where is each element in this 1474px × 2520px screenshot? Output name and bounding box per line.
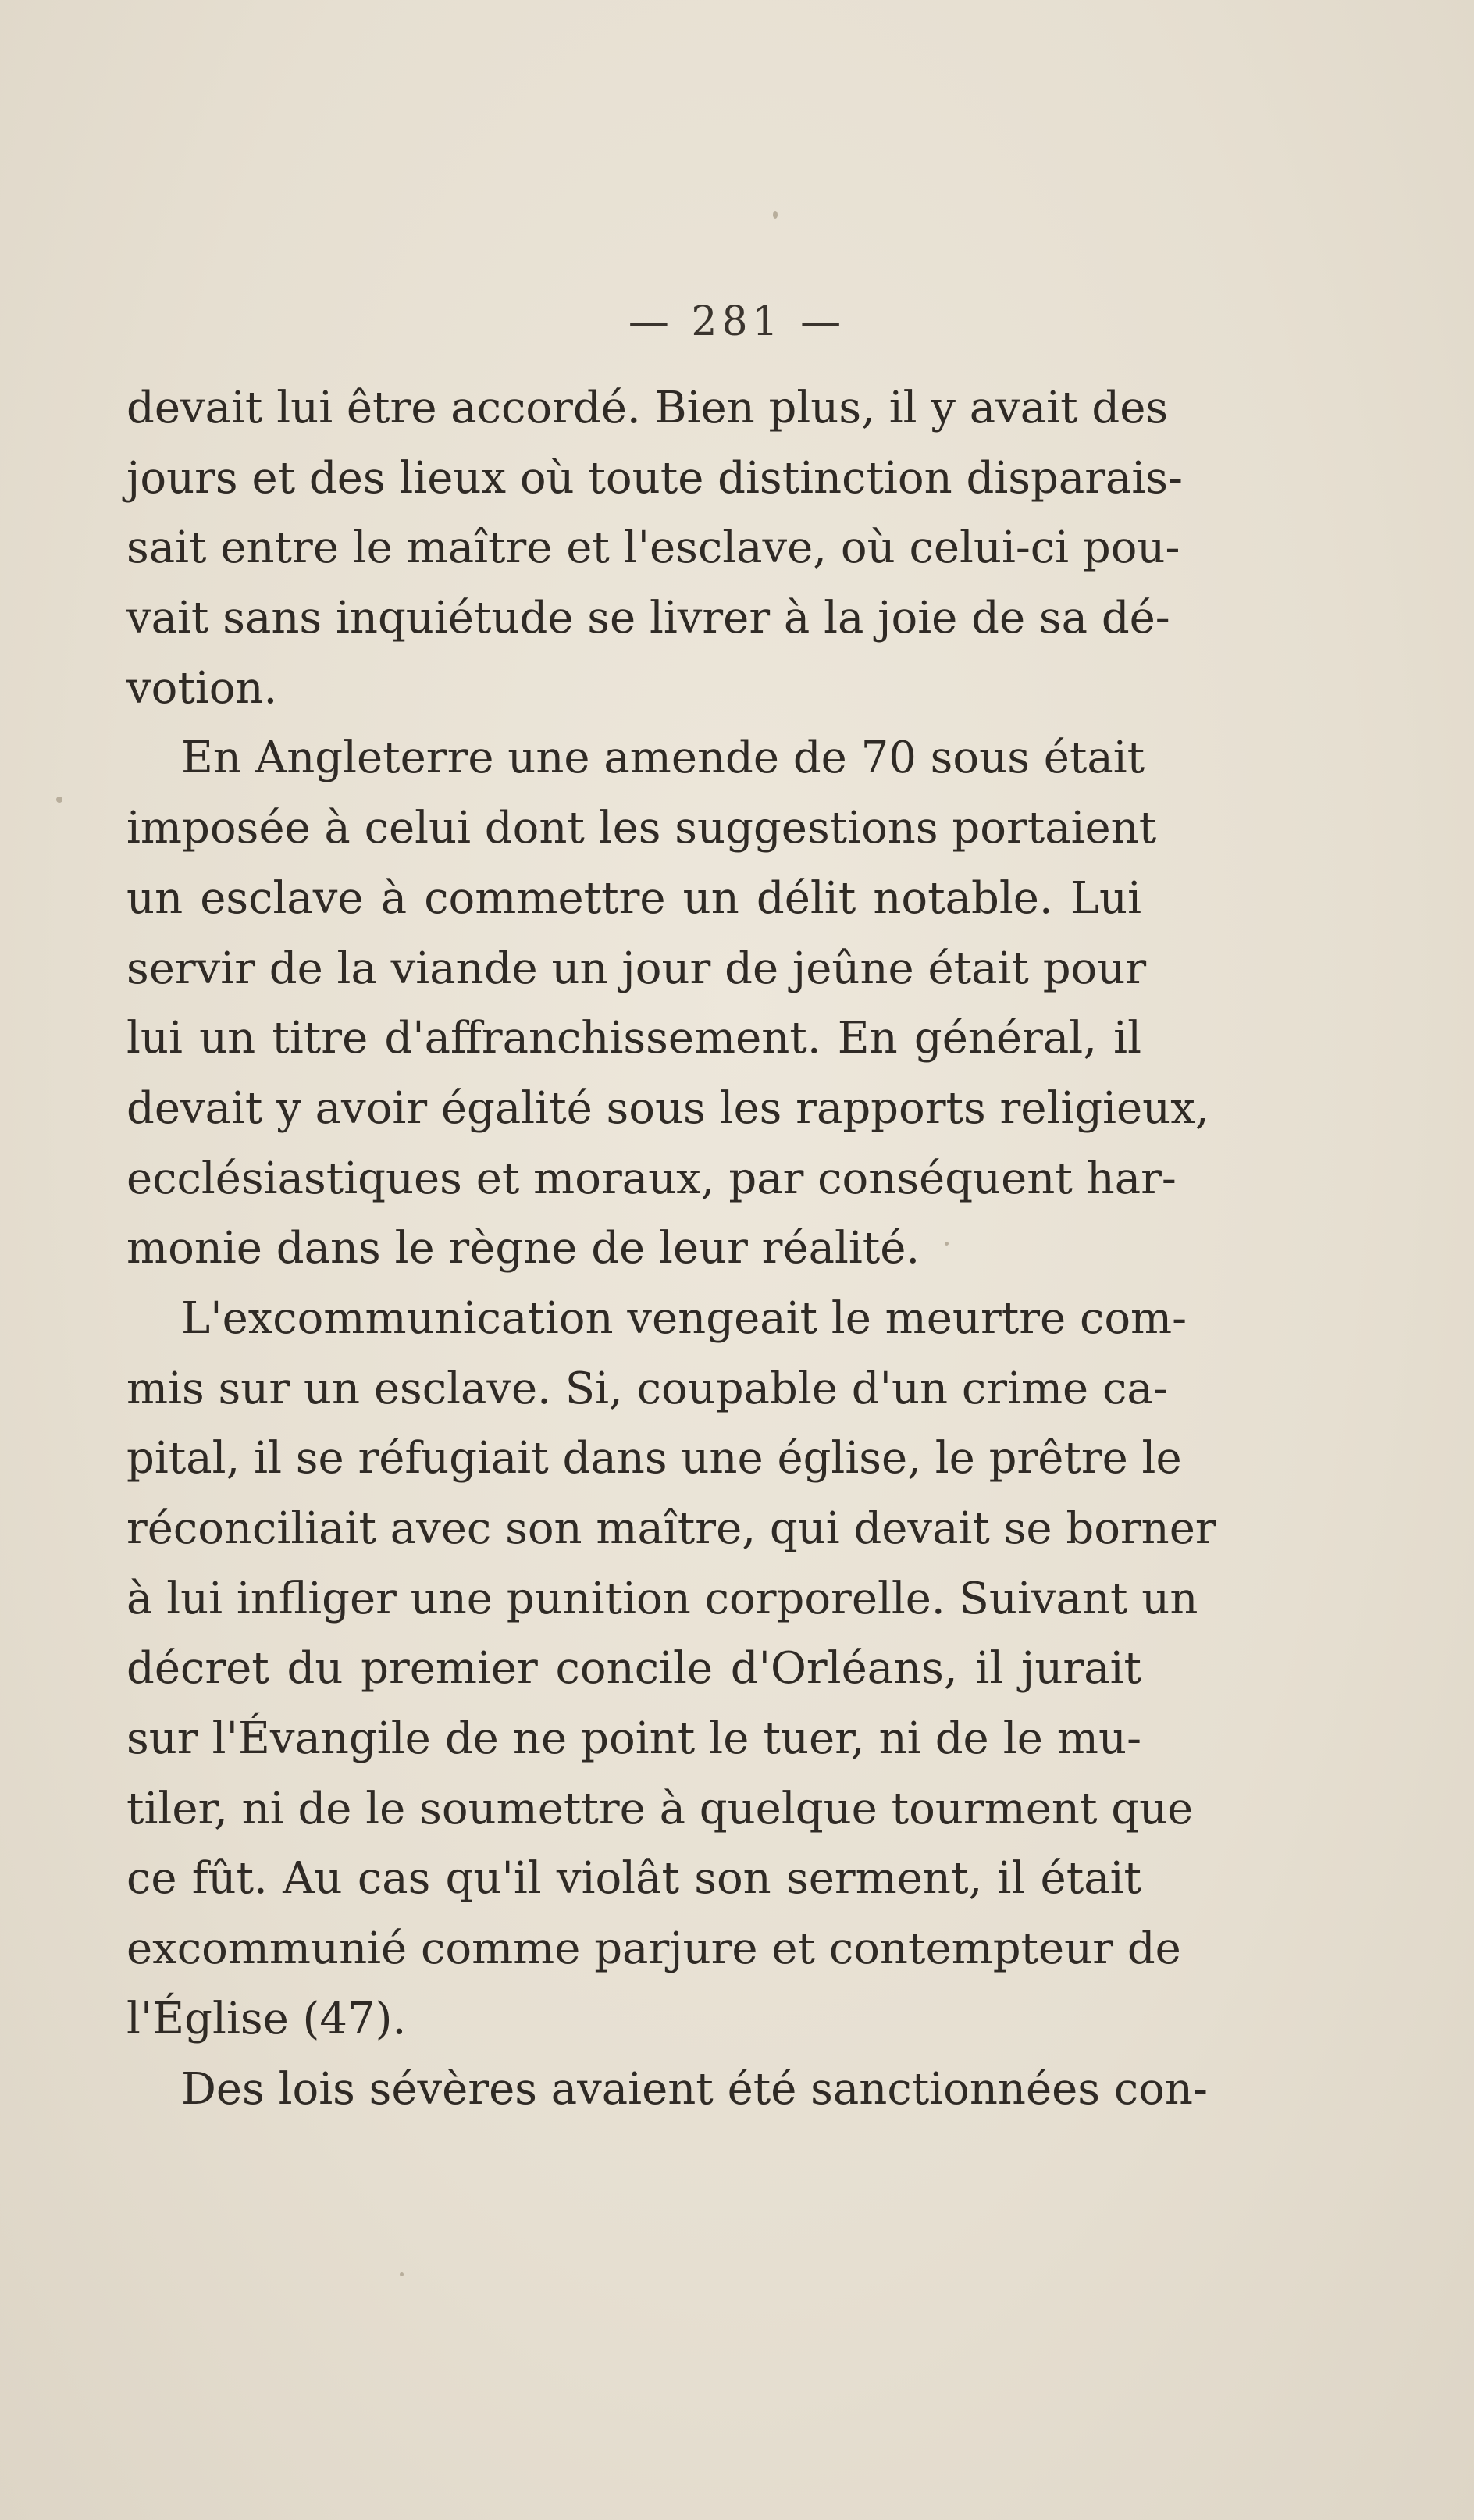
text-line: Des lois sévères avaient été sanctionnées con- (181, 2063, 1208, 2115)
text-line: devait lui être accordé. Bien plus, il y avait des (126, 383, 1169, 433)
text-line: votion. (126, 662, 278, 714)
text-line: sait entre le maître et l'esclave, où celui-ci pou- (126, 522, 1180, 574)
text-line: imposée à celui dont les suggestions portaient (126, 803, 1157, 854)
page-number: — 281 — (628, 298, 846, 345)
paragraph (126, 1284, 1216, 2055)
paragraph (126, 373, 1183, 723)
text-line: excommunié comme parjure et contempteur de (126, 1923, 1181, 1975)
text-line: ecclésiastiques et moraux, par conséquent har- (126, 1153, 1177, 1204)
text-line: mis sur un esclave. Si, coupable d'un crime ca- (126, 1363, 1168, 1414)
paragraph (126, 2055, 1208, 2125)
text-line: tiler, ni de le soumettre à quelque tourment que (126, 1783, 1194, 1834)
text-line: à lui infliger une punition corporelle. Suivant un (126, 1573, 1198, 1624)
text-line: réconciliait avec son maître, qui devait se borner (126, 1503, 1216, 1554)
text-line: pital, il se réfugiait dans une église, le prêtre le (126, 1433, 1182, 1485)
paper-speck (56, 797, 62, 803)
text-line: servir de la viande un jour de jeûne était pour (126, 943, 1147, 994)
text-line: En Angleterre une amende de 70 sous était (181, 732, 1145, 784)
paragraph (126, 723, 1209, 1284)
text-line: vait sans inquiétude se livrer à la joie de sa dé- (126, 593, 1170, 644)
text-line: monie dans le règne de leur réalité. (126, 1223, 920, 1274)
text-line: sur l'Évangile de ne point le tuer, ni de le mu- (126, 1713, 1141, 1765)
text-line: lui un titre d'affranchissement. En général, il (126, 1013, 1141, 1064)
text-line: un esclave à commettre un délit notable. Lui (126, 872, 1141, 924)
text-line: décret du premier concile d'Orléans, il jurait (126, 1643, 1141, 1695)
text-line: l'Église (47). (126, 1993, 407, 2044)
paper-speck (400, 2272, 404, 2276)
paper-speck (773, 211, 778, 219)
body-text (126, 373, 1216, 2124)
text-line: jours et des lieux où toute distinction disparais- (126, 452, 1183, 504)
text-line: devait y avoir égalité sous les rapports religieux, (126, 1082, 1209, 1134)
text-line: L'excommunication vengeait le meurtre com- (181, 1292, 1187, 1344)
text-line: ce fût. Au cas qu'il violât son serment, il était (126, 1853, 1141, 1905)
